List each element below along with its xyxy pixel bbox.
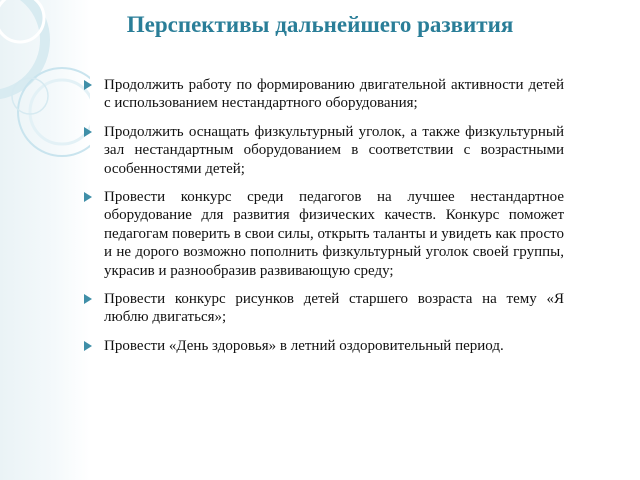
triangle-bullet-icon bbox=[84, 80, 92, 90]
list-item bbox=[84, 188, 564, 280]
list-item-text: Продолжить работу по формированию двигательной активности детей с использованием нестандартного оборудования; bbox=[104, 77, 564, 112]
triangle-bullet-icon bbox=[84, 127, 92, 137]
decorative-circles bbox=[0, 0, 90, 480]
list-item bbox=[84, 123, 564, 178]
triangle-bullet-icon bbox=[84, 341, 92, 351]
triangle-bullet-icon bbox=[84, 192, 92, 202]
slide-title: Перспективы дальнейшего развития bbox=[126, 12, 514, 37]
list-item-text: Провести конкурс среди педагогов на лучшее нестандартное оборудование для развития физических качеств. Конкурс поможет педагогам поверить в свои силы, открыть таланты и увидеть как просто и не дорого возможно пополнить физкультурный уголок своей группы, украсив и разнообразив развивающую среду; bbox=[104, 189, 564, 279]
list-item bbox=[84, 290, 564, 327]
list-item-text: Провести «День здоровья» в летний оздоровительный период. bbox=[104, 337, 504, 354]
decorative-side-panel bbox=[0, 0, 90, 480]
list-item bbox=[84, 76, 564, 113]
triangle-bullet-icon bbox=[84, 294, 92, 304]
list-item bbox=[84, 337, 564, 355]
bullet-list bbox=[84, 76, 564, 365]
list-item-text: Провести конкурс рисунков детей старшего возраста на тему «Я люблю двигаться»; bbox=[104, 291, 564, 326]
list-item-text: Продолжить оснащать физкультурный уголок, а также физкультурный зал нестандартным оборудованием в соответствии с возрастными особенностями детей; bbox=[104, 123, 564, 177]
